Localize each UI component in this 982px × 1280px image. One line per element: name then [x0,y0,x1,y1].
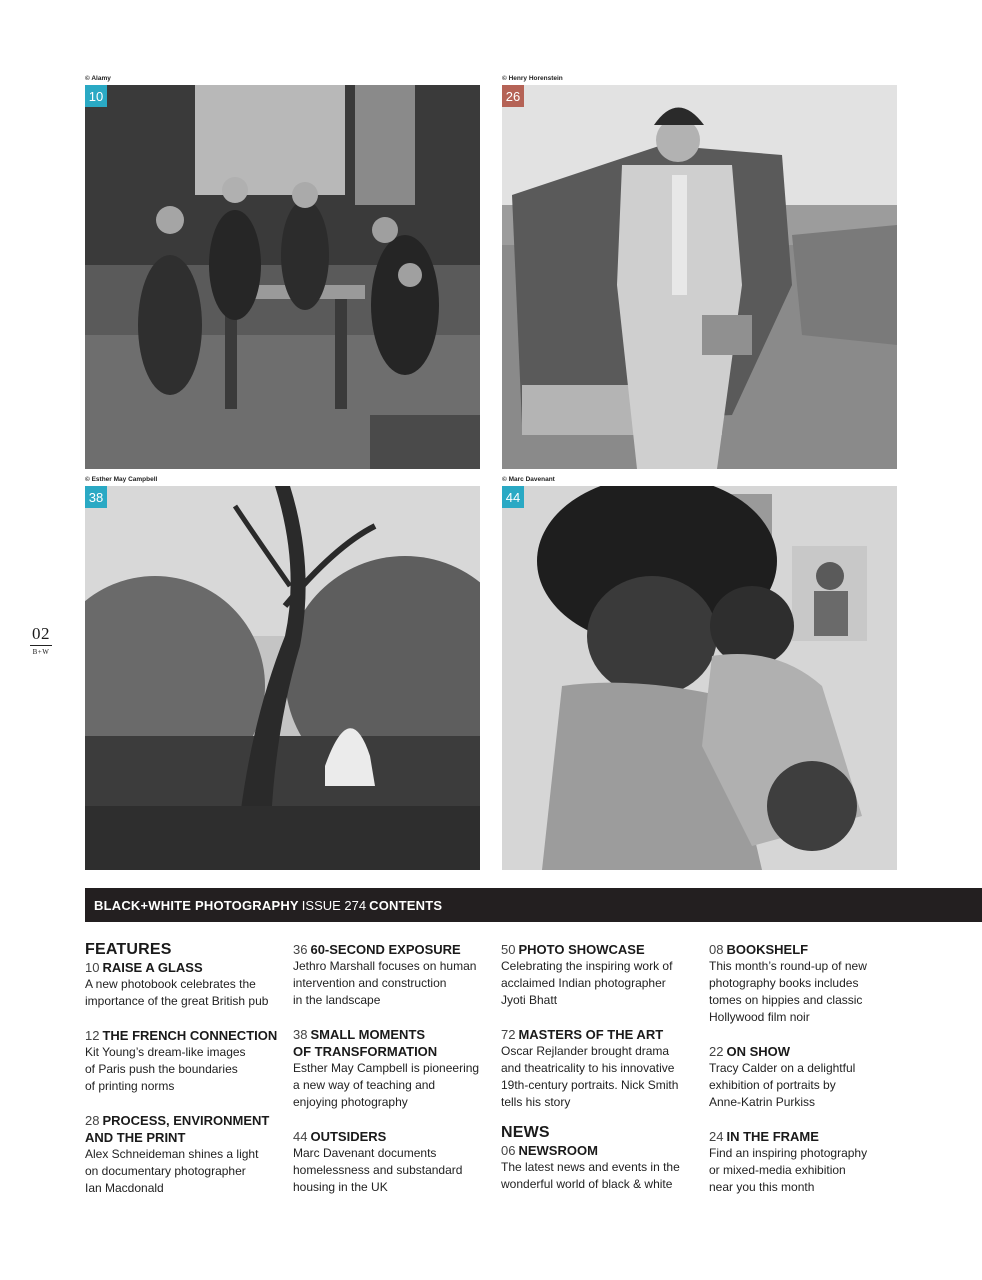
mother-baby-photo [502,486,897,870]
contents-entry[interactable] [85,959,280,1010]
contents-entry[interactable] [85,1027,280,1095]
issue-number: ISSUE 274 [301,897,367,913]
entry-desc-line: Tracy Calder on a delightful [709,1061,856,1075]
entry-desc-line: Jethro Marshall focuses on human [293,959,477,973]
entry-title: SMALL MOMENTS [310,1027,426,1042]
entry-desc-line: This month’s round-up of new [709,959,867,973]
entry-page: 50 [501,942,516,957]
page-badge: 26 [502,85,524,107]
entry-desc-line: or mixed-media exhibition [709,1163,846,1177]
entry-title: 60-SECOND EXPOSURE [310,942,461,957]
entry-page: 28 [85,1113,100,1128]
entry-page: 44 [293,1129,308,1144]
entry-page: 06 [501,1143,516,1158]
entry-title: NEWSROOM [518,1143,598,1158]
contents-column-3 [501,941,696,1210]
pub-scene-photo [85,85,480,469]
entry-page: 08 [709,942,724,957]
entry-title: PHOTO SHOWCASE [518,942,645,957]
contents-banner [85,888,982,922]
contents-entry[interactable] [293,1128,488,1196]
entry-desc-line: of Paris push the boundaries [85,1062,238,1076]
entry-desc-line: Celebrating the inspiring work of [501,959,673,973]
folio-mark: B+W [32,648,50,656]
section-heading-news: NEWS [501,1124,550,1141]
racing-driver-photo [502,85,897,469]
entry-desc-line: of printing norms [85,1079,175,1093]
contents-label: CONTENTS [369,897,443,913]
entry-page: 10 [85,960,100,975]
contents-column-1 [85,941,280,1214]
entry-desc-line: Ian Macdonald [85,1181,164,1195]
contents-entry[interactable] [501,1142,696,1193]
contents-entry[interactable] [293,941,488,1009]
contents-entry[interactable] [293,1026,488,1111]
entry-desc-line: Esther May Campbell is pioneering [293,1061,480,1075]
contents-entry[interactable] [501,1026,696,1111]
contents-entry[interactable] [709,941,904,1026]
entry-title-line2: AND THE PRINT [85,1130,186,1145]
photo-credit: © Henry Horenstein [502,75,563,82]
page-badge: 44 [502,486,524,508]
entry-title-line2: OF TRANSFORMATION [293,1044,438,1059]
entry-desc-line: A new photobook celebrates the [85,977,256,991]
photo-credit: © Esther May Campbell [85,476,158,483]
page-badge: 10 [85,85,107,107]
entry-page: 12 [85,1028,100,1043]
section-heading-features: FEATURES [85,941,172,958]
entry-title: MASTERS OF THE ART [518,1027,664,1042]
entry-desc-line: intervention and construction [293,976,447,990]
contents-entry[interactable] [709,1043,904,1111]
folio [30,625,52,656]
entry-desc-line: Hollywood film noir [709,1010,810,1024]
entry-title: THE FRENCH CONNECTION [102,1028,278,1043]
entry-page: 38 [293,1027,308,1042]
entry-title: IN THE FRAME [726,1129,819,1144]
entry-desc-line: housing in the UK [293,1180,388,1194]
entry-desc-line: and theatricality to his innovative [501,1061,675,1075]
woodland-figure-photo [85,486,480,870]
entry-desc-line: a new way of teaching and [293,1078,436,1092]
entry-title: PROCESS, ENVIRONMENT [102,1113,270,1128]
entry-desc-line: near you this month [709,1180,815,1194]
entry-desc-line: in the landscape [293,993,381,1007]
entry-desc-line: enjoying photography [293,1095,408,1109]
entry-desc-line: tells his story [501,1095,571,1109]
entry-desc-line: Find an inspiring photography [709,1146,868,1160]
entry-page: 36 [293,942,308,957]
photo-credit: © Marc Davenant [502,476,555,483]
entry-desc-line: homelessness and substandard [293,1163,463,1177]
entry-desc-line: Alex Schneideman shines a light [85,1147,259,1161]
page-badge: 38 [85,486,107,508]
brand-name: BLACK+WHITE PHOTOGRAPHY [94,897,299,913]
entry-desc-line: importance of the great British pub [85,994,269,1008]
contents-column-2 [293,941,488,1213]
entry-desc-line: Kit Young’s dream-like images [85,1045,246,1059]
folio-rule [30,645,52,646]
entry-desc-line: exhibition of portraits by [709,1078,836,1092]
entry-desc-line: wonderful world of black & white [501,1177,673,1191]
entry-title: OUTSIDERS [310,1129,387,1144]
entry-title: BOOKSHELF [726,942,809,957]
contents-column-4 [709,941,904,1213]
entry-desc-line: 19th-century portraits. Nick Smith [501,1078,679,1092]
entry-desc-line: Jyoti Bhatt [501,993,558,1007]
entry-desc-line: Marc Davenant documents [293,1146,437,1160]
entry-desc-line: acclaimed Indian photographer [501,976,666,990]
entry-desc-line: The latest news and events in the [501,1160,680,1174]
entry-desc-line: Oscar Rejlander brought drama [501,1044,670,1058]
contents-entry[interactable] [501,941,696,1009]
page-number: 02 [32,624,50,643]
entry-desc-line: photography books includes [709,976,859,990]
entry-desc-line: on documentary photographer [85,1164,246,1178]
entry-title: RAISE A GLASS [102,960,203,975]
contents-entry[interactable] [85,1112,280,1197]
entry-page: 24 [709,1129,724,1144]
contents-entry[interactable] [709,1128,904,1196]
entry-desc-line: tomes on hippies and classic [709,993,863,1007]
entry-page: 72 [501,1027,516,1042]
entry-title: ON SHOW [726,1044,791,1059]
entry-page: 22 [709,1044,724,1059]
entry-desc-line: Anne-Katrin Purkiss [709,1095,816,1109]
photo-credit: © Alamy [85,75,111,82]
